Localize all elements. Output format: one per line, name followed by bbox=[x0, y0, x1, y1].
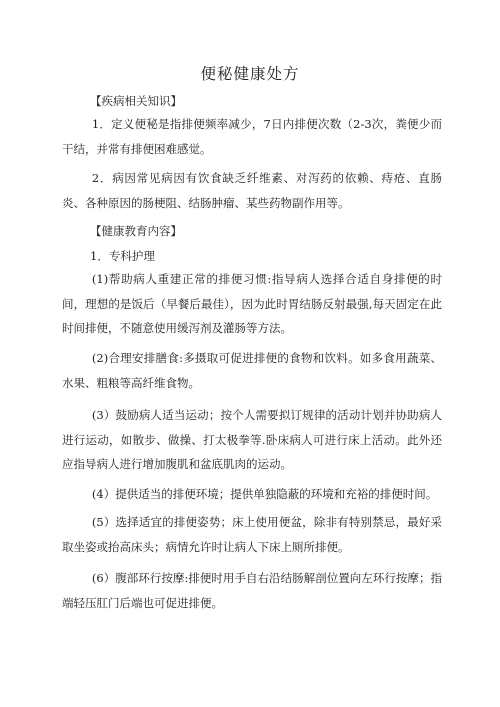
item-abdominal-massage: (6）腹部环行按摩:排便时用手自右沿结肠解剖位置向左环行按摩；指端轻压肛门后端也可促进排便。 bbox=[62, 571, 442, 610]
paragraph-cause: 2．病因常见病因有饮食缺乏纤维素、对泻药的依赖、痔疮、直肠炎、各种原因的肠梗阻、结肠肿瘤、某些药物副作用等。 bbox=[62, 171, 442, 210]
item-bowel-habit: (1)帮助病人重建正常的排便习惯:指导病人选择合适自身排便的时间，理想的是饭后（早餐后最佳），因为此时胃结肠反射最强,每天固定在此时间排便，不随意使用缓泻剂及灌肠等方法。 bbox=[62, 272, 442, 335]
item-diet: (2)合理安排膳食:多摄取可促进排便的食物和饮料。如多食用蔬菜、水果、粗粮等高纤维食物。 bbox=[62, 351, 442, 390]
section-heading-disease-knowledge: 【疾病相关知识】 bbox=[90, 94, 182, 108]
subheading-specialty-care: 1．专科护理 bbox=[90, 249, 155, 263]
paragraph-definition: 1．定义便秘是指排便频率减少，7日内排便次数（2-3次，粪便少而干结，并常有排便困难感觉。 bbox=[62, 117, 442, 156]
item-exercise: (3）鼓励病人适当运动；按个人需要拟订规律的活动计划并协助病人进行运动，如散步、做操、打太极拳等.卧床病人可进行床上活动。此外还应指导病人进行增加腹肌和盆底肌肉的运动。 bbox=[62, 408, 442, 471]
item-environment: (4）提供适当的排便环境；提供单独隐蔽的环境和充裕的排便时间。 bbox=[91, 487, 438, 501]
document-title: 便秘健康处方 bbox=[200, 65, 300, 83]
item-posture: (5）选择适宜的排便姿势；床上使用便盆，除非有特别禁忌，最好采取坐姿或抬高床头；病情允许时让病人下床上厕所排便。 bbox=[62, 515, 442, 554]
section-heading-health-education: 【健康教育内容】 bbox=[90, 224, 182, 238]
